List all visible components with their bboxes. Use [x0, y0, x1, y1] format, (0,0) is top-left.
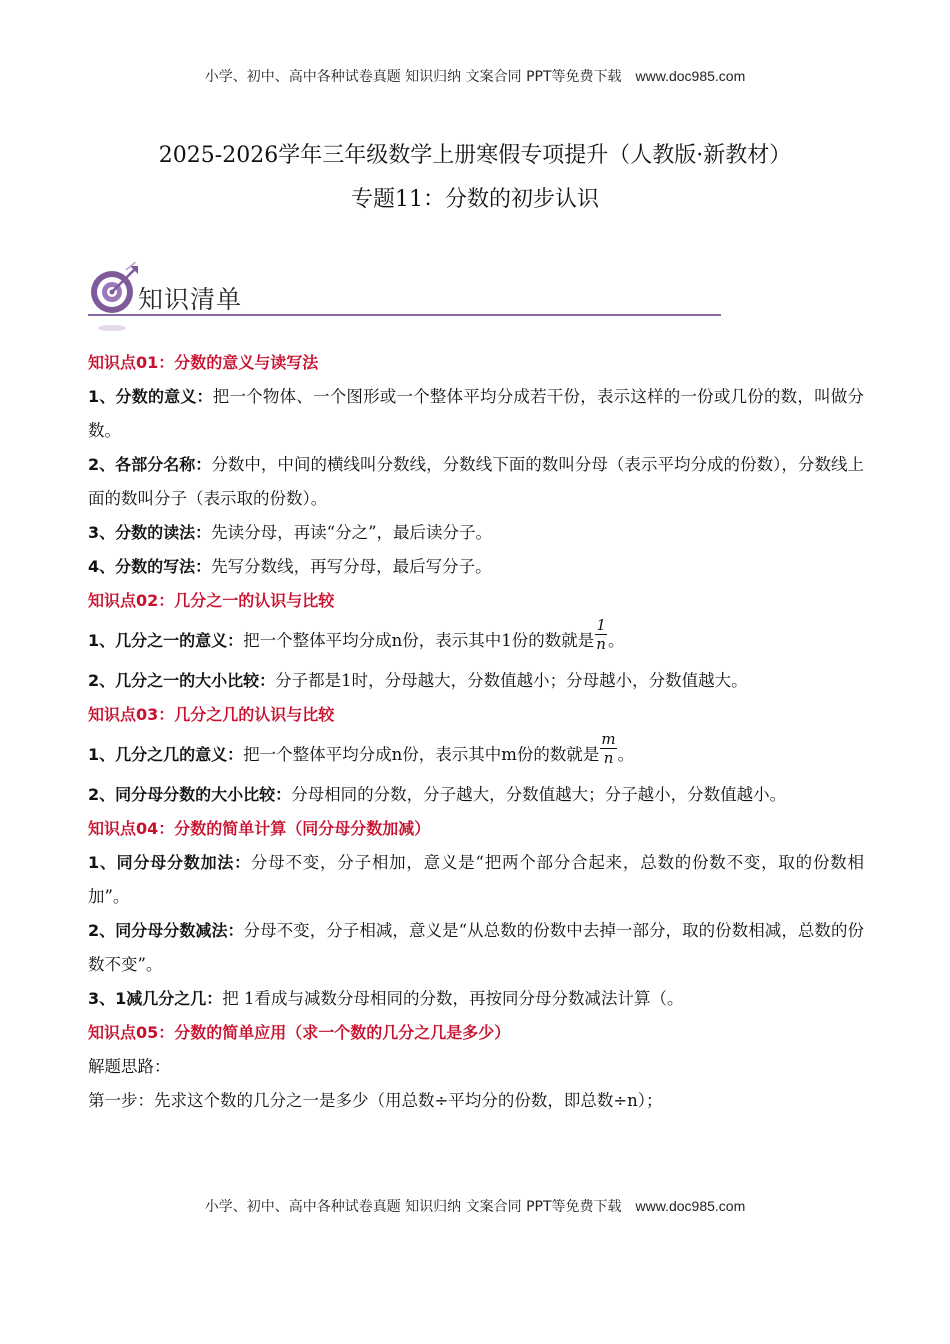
paragraph-kp4-2 — [88, 914, 864, 982]
item-label: 2、同分母分数减法： — [88, 921, 244, 940]
fraction-one-over-n — [595, 616, 607, 653]
page-footer — [0, 1196, 950, 1216]
item-label: 1、同分母分数加法： — [88, 853, 251, 872]
paragraph-kp3-1 — [88, 732, 864, 778]
footer-site-link[interactable]: www.doc985.com — [635, 1198, 746, 1214]
section-heading-kp5: 知识点05：分数的简单应用（求一个数的几分之几是多少） — [88, 1023, 511, 1042]
content-body — [88, 346, 864, 1118]
item-label: 2、各部分名称： — [88, 455, 212, 474]
item-text: 先读分母，再读“分之”，最后读分子。 — [211, 523, 493, 542]
paragraph-kp5-1: 解题思路： — [88, 1057, 171, 1076]
item-label: 1、几分之一的意义： — [88, 631, 244, 650]
item-text: 分数中，中间的横线叫分数线，分数线下面的数叫分母（表示平均分成的份数），分数线上面的数叫分子（表示取的份数）。 — [88, 455, 864, 508]
item-text: 先写分数线，再写分母，最后写分子。 — [211, 557, 492, 576]
item-text: 分母不变，分子相减，意义是“从总数的份数中去掉一部分，取的份数相减，总数的份数不变”。 — [88, 921, 864, 974]
fraction-numerator: 1 — [596, 616, 606, 634]
footer-text: 小学、初中、高中各种试卷真题 知识归纳 文案合同 PPT等免费下载 — [204, 1199, 622, 1215]
paragraph-kp1-1 — [88, 380, 864, 448]
page-header — [0, 66, 950, 86]
item-text: 分子都是1时，分母越大，分数值越小；分母越小，分数值越大。 — [275, 671, 748, 690]
fraction-m-over-n — [600, 730, 616, 767]
item-label: 1、几分之几的意义： — [88, 745, 244, 764]
item-text: 把 1看成与减数分母相同的分数，再按同分母分数减法计算（。 — [222, 989, 684, 1008]
section-heading-kp3: 知识点03：几分之几的认识与比较 — [88, 705, 335, 724]
paragraph-kp3-2 — [88, 778, 864, 812]
item-label: 3、1减几分之几： — [88, 989, 223, 1008]
section-heading-kp4: 知识点04：分数的简单计算（同分母分数加减） — [88, 819, 431, 838]
item-text: 分母不变，分子相加，意义是“把两个部分合起来，总数的份数不变，取的份数相加”。 — [88, 853, 865, 906]
banner-label: 知识清单 — [138, 285, 243, 314]
item-end: 。 — [617, 745, 635, 764]
paragraph-kp4-1 — [88, 846, 864, 914]
item-text: 把一个整体平均分成n份，表示其中m份的数就是 — [243, 745, 600, 764]
document-title: 2025-2026学年三年级数学上册寒假专项提升（人教版·新教材） — [158, 143, 792, 168]
paragraph-kp2-2 — [88, 664, 864, 698]
item-end: 。 — [607, 631, 625, 650]
fraction-denominator: n — [596, 635, 606, 653]
section-heading-kp1: 知识点01：分数的意义与读写法 — [88, 353, 319, 372]
header-site-link[interactable]: www.doc985.com — [635, 68, 746, 84]
paragraph-kp5-2: 第一步：先求这个数的几分之一是多少（用总数÷平均分的份数，即总数÷n）； — [88, 1091, 663, 1110]
item-label: 4、分数的写法： — [88, 557, 212, 576]
fraction-denominator: n — [600, 748, 616, 767]
banner-rule — [88, 314, 721, 316]
item-text: 把一个整体平均分成n份，表示其中1份的数就是 — [243, 631, 595, 650]
paragraph-kp1-3 — [88, 516, 864, 550]
fraction-numerator: m — [601, 730, 616, 748]
paragraph-kp4-3 — [88, 982, 864, 1016]
item-label: 1、分数的意义： — [88, 387, 213, 406]
paragraph-kp2-1 — [88, 618, 864, 664]
item-text: 分母相同的分数，分子越大，分数值越大；分子越小，分数值越小。 — [291, 785, 787, 804]
knowledge-list-banner — [88, 262, 728, 340]
item-label: 2、几分之一的大小比较： — [88, 671, 276, 690]
document-subtitle: 专题11：分数的初步认识 — [351, 187, 599, 212]
header-text: 小学、初中、高中各种试卷真题 知识归纳 文案合同 PPT等免费下载 — [204, 69, 622, 85]
item-label: 3、分数的读法： — [88, 523, 212, 542]
section-heading-kp2: 知识点02：几分之一的认识与比较 — [88, 591, 335, 610]
item-label: 2、同分母分数的大小比较： — [88, 785, 292, 804]
item-text: 把一个物体、一个图形或一个整体平均分成若干份，表示这样的一份或几份的数，叫做分数。 — [88, 387, 864, 440]
paragraph-kp1-2 — [88, 448, 864, 516]
paragraph-kp1-4 — [88, 550, 864, 584]
